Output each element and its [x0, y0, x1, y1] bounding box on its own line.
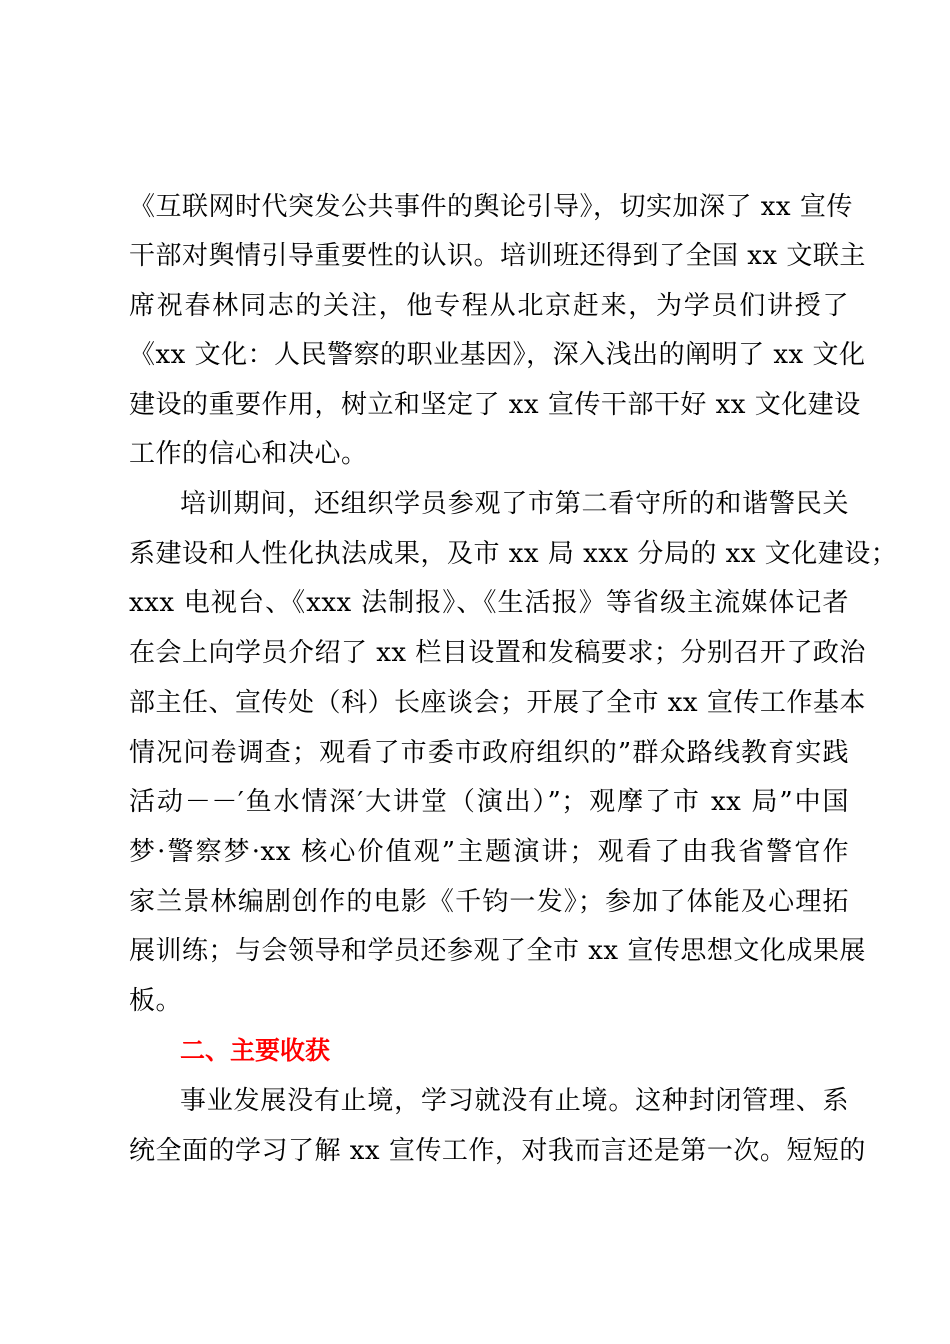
paragraph-2-line-5: 部主任、宣传处（科）长座谈会；开展了全市 xx 宣传工作基本 [129, 688, 866, 718]
paragraph-2-line-7: 活动－－′鱼水情深′大讲堂（演出）”；观摩了市 xx 局”中国 [129, 787, 849, 817]
paragraph-2-line-10: 展训练；与会领导和学员还参观了全市 xx 宣传思想文化成果展 [129, 936, 866, 966]
section-heading: 二、主要收获 [180, 1036, 331, 1065]
paragraph-2-line-1: 培训期间，还组织学员参观了市第二看守所的和谐警民关 [180, 489, 849, 519]
paragraph-3-line-1: 事业发展没有止境，学习就没有止境。这种封闭管理、系 [180, 1086, 849, 1116]
paragraph-2-line-8: 梦·警察梦·xx 核心价值观”主题演讲；观看了由我省警官作 [129, 837, 849, 867]
paragraph-1-line-2: 干部对舆情引导重要性的认识。培训班还得到了全国 xx 文联主 [129, 241, 866, 271]
paragraph-2-line-6: 情况问卷调查；观看了市委市政府组织的”群众路线教育实践 [129, 738, 849, 768]
paragraph-1-line-3: 席祝春林同志的关注，他专程从北京赶来，为学员们讲授了 [129, 291, 849, 321]
paragraph-1-line-5: 建设的重要作用，树立和坚定了 xx 宣传干部干好 xx 文化建设 [129, 390, 861, 420]
paragraph-1-line-1: 《互联网时代突发公共事件的舆论引导》，切实加深了 xx 宣传 [129, 192, 853, 222]
paragraph-2-line-2: 系建设和人性化执法成果，及市 xx 局 xxx 分局的 xx 文化建设； [129, 539, 898, 569]
paragraph-1-line-4: 《xx 文化：人民警察的职业基因》，深入浅出的阐明了 xx 文化 [129, 340, 866, 370]
paragraph-2-line-4: 在会上向学员介绍了 xx 栏目设置和发稿要求；分别召开了政治 [129, 638, 866, 668]
paragraph-2-line-3: xxx 电视台、《xxx 法制报》、《生活报》等省级主流媒体记者 [129, 588, 849, 618]
paragraph-2-line-9: 家兰景林编剧创作的电影《千钧一发》；参加了体能及心理拓 [129, 887, 849, 917]
paragraph-3-line-2: 统全面的学习了解 xx 宣传工作，对我而言还是第一次。短短的 [129, 1136, 866, 1166]
paragraph-1-line-6: 工作的信心和决心。 [129, 439, 368, 469]
paragraph-2-line-11: 板。 [129, 986, 183, 1016]
